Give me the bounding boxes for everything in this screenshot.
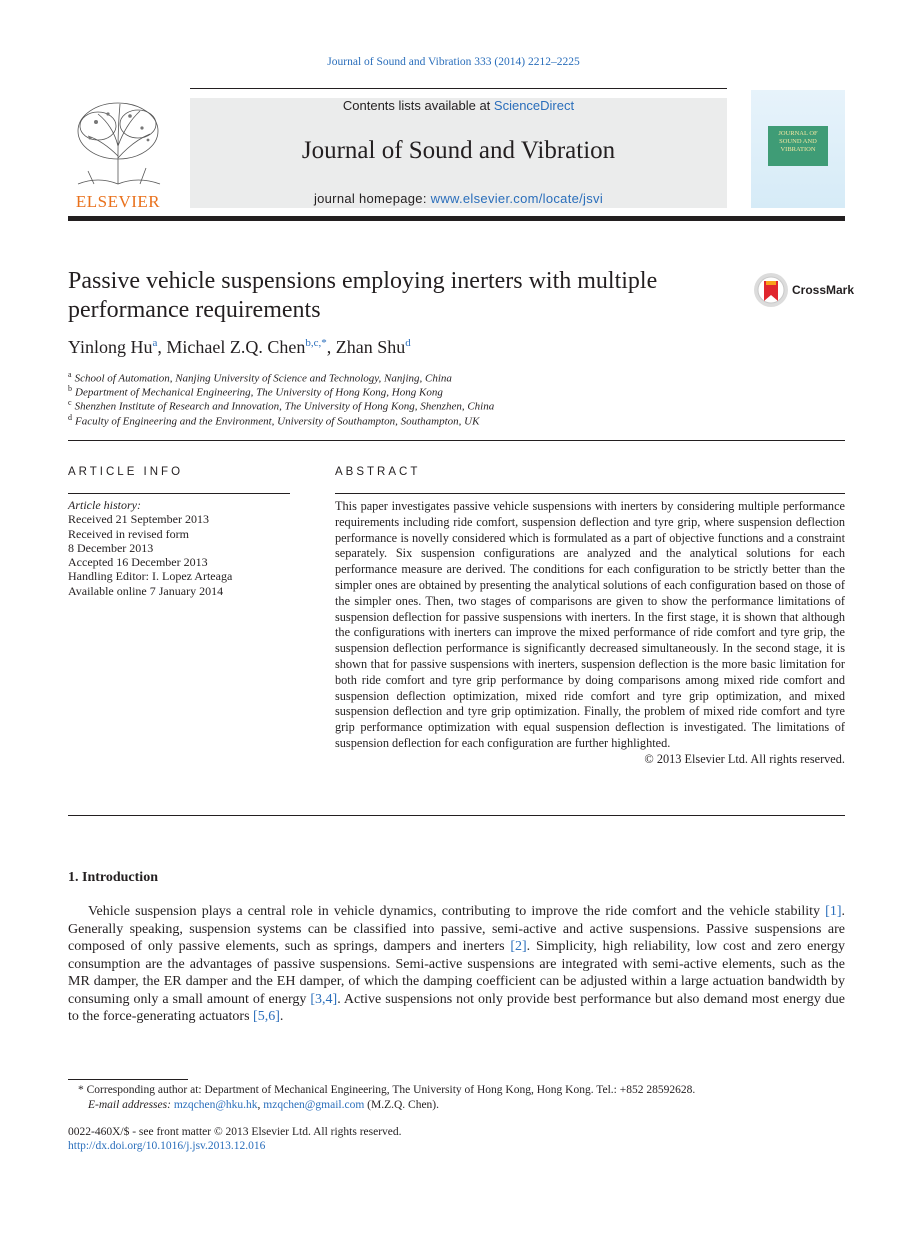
abstract-copyright: © 2013 Elsevier Ltd. All rights reserved.: [644, 751, 845, 766]
history-item: Available online 7 January 2014: [68, 583, 224, 598]
intro-text: Vehicle suspension plays a central role in vehicle dynamics, contributing to improve the ride comfort and the vehicle stability: [88, 904, 826, 919]
footnote-rule: [68, 1079, 188, 1080]
abstract-rule: [335, 493, 845, 494]
crossmark-label: CrossMark: [792, 283, 855, 297]
issn-line: 0022-460X/$ - see front matter © 2013 Elsevier Ltd. All rights reserved.: [68, 1126, 402, 1138]
affiliation-divider: [68, 440, 845, 441]
corresponding-author-note: * Corresponding author at: Department of Mechanical Engineering, The University of Hong Kong, Hong Kong. Tel.: +852 28592628.: [78, 1084, 696, 1096]
intro-text: . Generally speaking, suspension systems can be classified into passive, semi-active and active suspensions. Passive suspensions are composed of only passive elements, such as springs, dampers and inerters: [68, 904, 845, 954]
affiliation-text: School of Automation, Nanjing University of Science and Technology, Nanjing, China: [74, 372, 452, 385]
affiliation-text: Faculty of Engineering and the Environment, University of Southampton, Southampton, UK: [75, 415, 480, 428]
author-list: [68, 337, 411, 358]
intro-text: . Active suspensions not only provide best performance but also demand most energy due to the force-generating actuators: [68, 991, 845, 1024]
header-thick-rule: [68, 216, 845, 221]
article-info-heading: ARTICLE INFO: [68, 466, 184, 478]
affiliation-item: [68, 398, 494, 413]
sciencedirect-link[interactable]: ScienceDirect: [493, 98, 575, 113]
email-link[interactable]: mzqchen@gmail.com: [263, 1099, 365, 1111]
abstract-heading: ABSTRACT: [335, 466, 421, 478]
article-history: [68, 498, 232, 598]
email-link[interactable]: mzqchen@hku.hk: [173, 1099, 258, 1111]
author-name: Michael Z.Q. Chen: [166, 337, 306, 357]
citation-link[interactable]: [3,4]: [310, 991, 338, 1007]
journal-reference[interactable]: Journal of Sound and Vibration 333 (2014) 2212–2225: [327, 56, 580, 68]
citation-link[interactable]: [2]: [510, 939, 527, 954]
contents-line: [190, 98, 727, 113]
history-item: Handling Editor: I. Lopez Arteaga: [68, 569, 233, 584]
citation-link[interactable]: [1]: [825, 904, 842, 919]
homepage-link[interactable]: www.elsevier.com/locate/jsvi: [430, 191, 604, 206]
affiliation-label: d: [68, 413, 72, 422]
author-affiliation-mark[interactable]: a: [152, 337, 158, 349]
history-item: Received 21 September 2013: [68, 512, 209, 527]
affiliation-label: a: [68, 370, 72, 379]
author-separator: ,: [326, 337, 336, 357]
author-separator: ,: [157, 337, 167, 357]
article-title: Passive vehicle suspensions employing inerters with multiple performance requirements: [68, 268, 658, 323]
email-suffix: (M.Z.Q. Chen).: [364, 1099, 440, 1111]
history-item: Accepted 16 December 2013: [68, 555, 208, 570]
journal-cover-thumbnail[interactable]: [751, 90, 845, 208]
crossmark-icon: [753, 272, 789, 308]
cover-title: JOURNAL OF SOUND AND VIBRATION: [778, 130, 818, 153]
header-top-rule: [190, 88, 727, 89]
history-title: Article history:: [68, 498, 141, 512]
author-affiliation-mark[interactable]: b,c,*: [305, 337, 327, 349]
abstract-text-block: [335, 499, 845, 768]
email-label: E-mail addresses:: [88, 1099, 174, 1111]
author-name: Zhan Shu: [335, 337, 406, 357]
intro-text: .: [279, 1009, 284, 1024]
affiliation-item: [68, 413, 479, 428]
crossmark-badge[interactable]: [753, 272, 855, 308]
abstract-text: This paper investigates passive vehicle suspensions with inerters by considering multiple performance requirements including ride comfort, suspension deflection and tyre grip, where suspension deflection performance is novelly considered which is formulated as a part of objective functions and a constraint separately. Six suspension configurations are analyzed and the analytical solutions for each performance measure are derived. The conditions for each configuration to be strictly better than the simpler ones are obtained by presenting the analytical solutions of each configuration based on those of the simpler ones. Then, two stages of comparisons are given to show the performance limitations of suspension deflection for passive suspensions with inerters. In the first stage, it is shown that although the configurations with inerters can improve the mixed performance of ride comfort and tyre grip, the suspension deflection performance is significantly decreased simultaneously. In the second stage, it is shown that for passive suspensions with inerters, suspension deflection is the more basic limitation for both ride comfort and tyre grip performance by doing comparisons among mixed ride comfort and suspension deflection optimization, mixed ride comfort and tyre grip optimization, and mixed suspension deflection and tyre grip optimization. Finally, the problem of mixed ride comfort and tyre grip performance optimization with equal suspension deflection is investigated. The limitations of suspension deflection for each configuration are further highlighted.: [335, 499, 845, 750]
affiliation-label: c: [68, 398, 72, 407]
elsevier-wordmark: ELSEVIER: [75, 192, 161, 211]
abstract-divider: [68, 815, 845, 816]
email-separator: ,: [257, 1099, 264, 1111]
author-affiliation-mark[interactable]: d: [405, 337, 411, 349]
intro-text: . Simplicity, high reliability, low cost and zero energy consumption are the advantages of passive suspensions. Semi-active suspensions are integrated with semi-active elements, such as the MR damper, the ER damper and the EH damper, of which the damping coefficient can be adjusted within a large actuation bandwidth by consuming only a small amount of energy: [68, 939, 845, 1007]
author-name: Yinlong Hu: [68, 337, 153, 357]
history-item: 8 December 2013: [68, 540, 154, 555]
affiliation-text: Department of Mechanical Engineering, The University of Hong Kong, Hong Kong: [75, 386, 443, 399]
article-info-rule: [68, 493, 290, 494]
homepage-line: [190, 191, 727, 206]
affiliation-label: b: [68, 384, 72, 393]
journal-title: Journal of Sound and Vibration: [301, 137, 616, 164]
doi-link[interactable]: http://dx.doi.org/10.1016/j.jsv.2013.12.016: [68, 1140, 266, 1152]
cover-title-box: [768, 126, 828, 166]
introduction-paragraph: [68, 903, 845, 1026]
homepage-prefix: journal homepage:: [313, 191, 431, 206]
history-item: Received in revised form: [68, 526, 189, 541]
affiliation-item: [68, 370, 452, 385]
email-note: [68, 1099, 439, 1111]
contents-prefix: Contents lists available at: [342, 98, 494, 113]
affiliation-item: [68, 384, 443, 399]
affiliation-text: Shenzhen Institute of Research and Innovation, The University of Hong Kong, Shenzhen, China: [74, 400, 495, 413]
introduction-heading: 1. Introduction: [68, 870, 158, 885]
citation-link[interactable]: [5,6]: [253, 1009, 280, 1024]
